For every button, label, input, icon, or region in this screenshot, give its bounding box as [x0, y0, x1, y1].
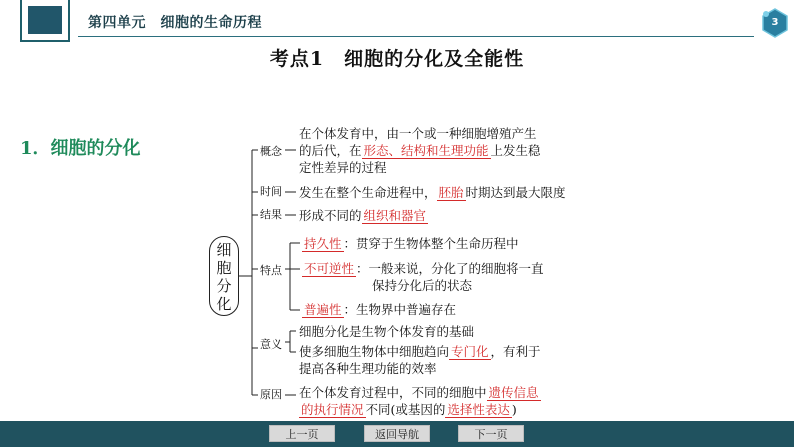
center-node: 细 胞 分 化: [209, 236, 239, 316]
prev-page-button[interactable]: 上一页: [269, 425, 335, 442]
result-text: 形成不同的 组织和器官: [299, 208, 427, 223]
cause-label: 原因: [260, 388, 282, 401]
time-answer: 胚胎: [438, 185, 464, 200]
time-label: 时间: [260, 185, 282, 198]
concept-answer: 形态、结构和生理功能: [363, 143, 489, 158]
feature-2-line-2: 保持分化后的状态: [372, 278, 473, 293]
concept-line-3: 定性差异的过程: [299, 160, 387, 175]
next-page-button[interactable]: 下一页: [458, 425, 524, 442]
cause-line-2: 的执行情况 不同(或基因的 选择性表达 ): [301, 402, 517, 417]
feature-3: 普遍性 ：生物界中普遍存在: [304, 302, 457, 317]
section-heading: 1．细胞的分化: [20, 138, 141, 159]
concept-line-2: 的后代，在 形态、结构和生理功能 上发生稳: [299, 143, 541, 158]
unit-heading: 第四单元 细胞的生命历程: [88, 15, 262, 31]
time-text: 发生在整个生命进程中， 胚胎 时期达到最大限度: [299, 185, 566, 200]
bottom-nav: [0, 421, 794, 447]
meaning-line-3: 提高各种生理功能的效率: [299, 361, 437, 376]
page-number: 3: [771, 17, 779, 28]
feature-1: 持久性 ：贯穿于生物体整个生命历程中: [304, 236, 519, 251]
concept-line-1: 在个体发育中，由一个或一种细胞增殖产生: [299, 126, 537, 141]
result-answer: 组织和器官: [363, 208, 427, 223]
meaning-line-1: 细胞分化是生物个体发育的基础: [299, 324, 475, 339]
meaning-line-2: 使多细胞生物体中细胞趋向 专门化 ，有利于: [299, 344, 541, 359]
concept-label: 概念: [260, 145, 282, 158]
page-title: 考点1 细胞的分化及全能性: [269, 48, 525, 70]
features-label: 特点: [260, 264, 282, 277]
result-label: 结果: [260, 208, 282, 221]
cause-line-1: 在个体发育过程中，不同的细胞中 遗传信息: [299, 385, 539, 400]
meaning-label: 意义: [260, 338, 282, 351]
feature-2: 不可逆性 ：一般来说，分化了的细胞将一直: [304, 261, 544, 276]
back-to-nav-button[interactable]: 返回导航: [364, 425, 430, 442]
